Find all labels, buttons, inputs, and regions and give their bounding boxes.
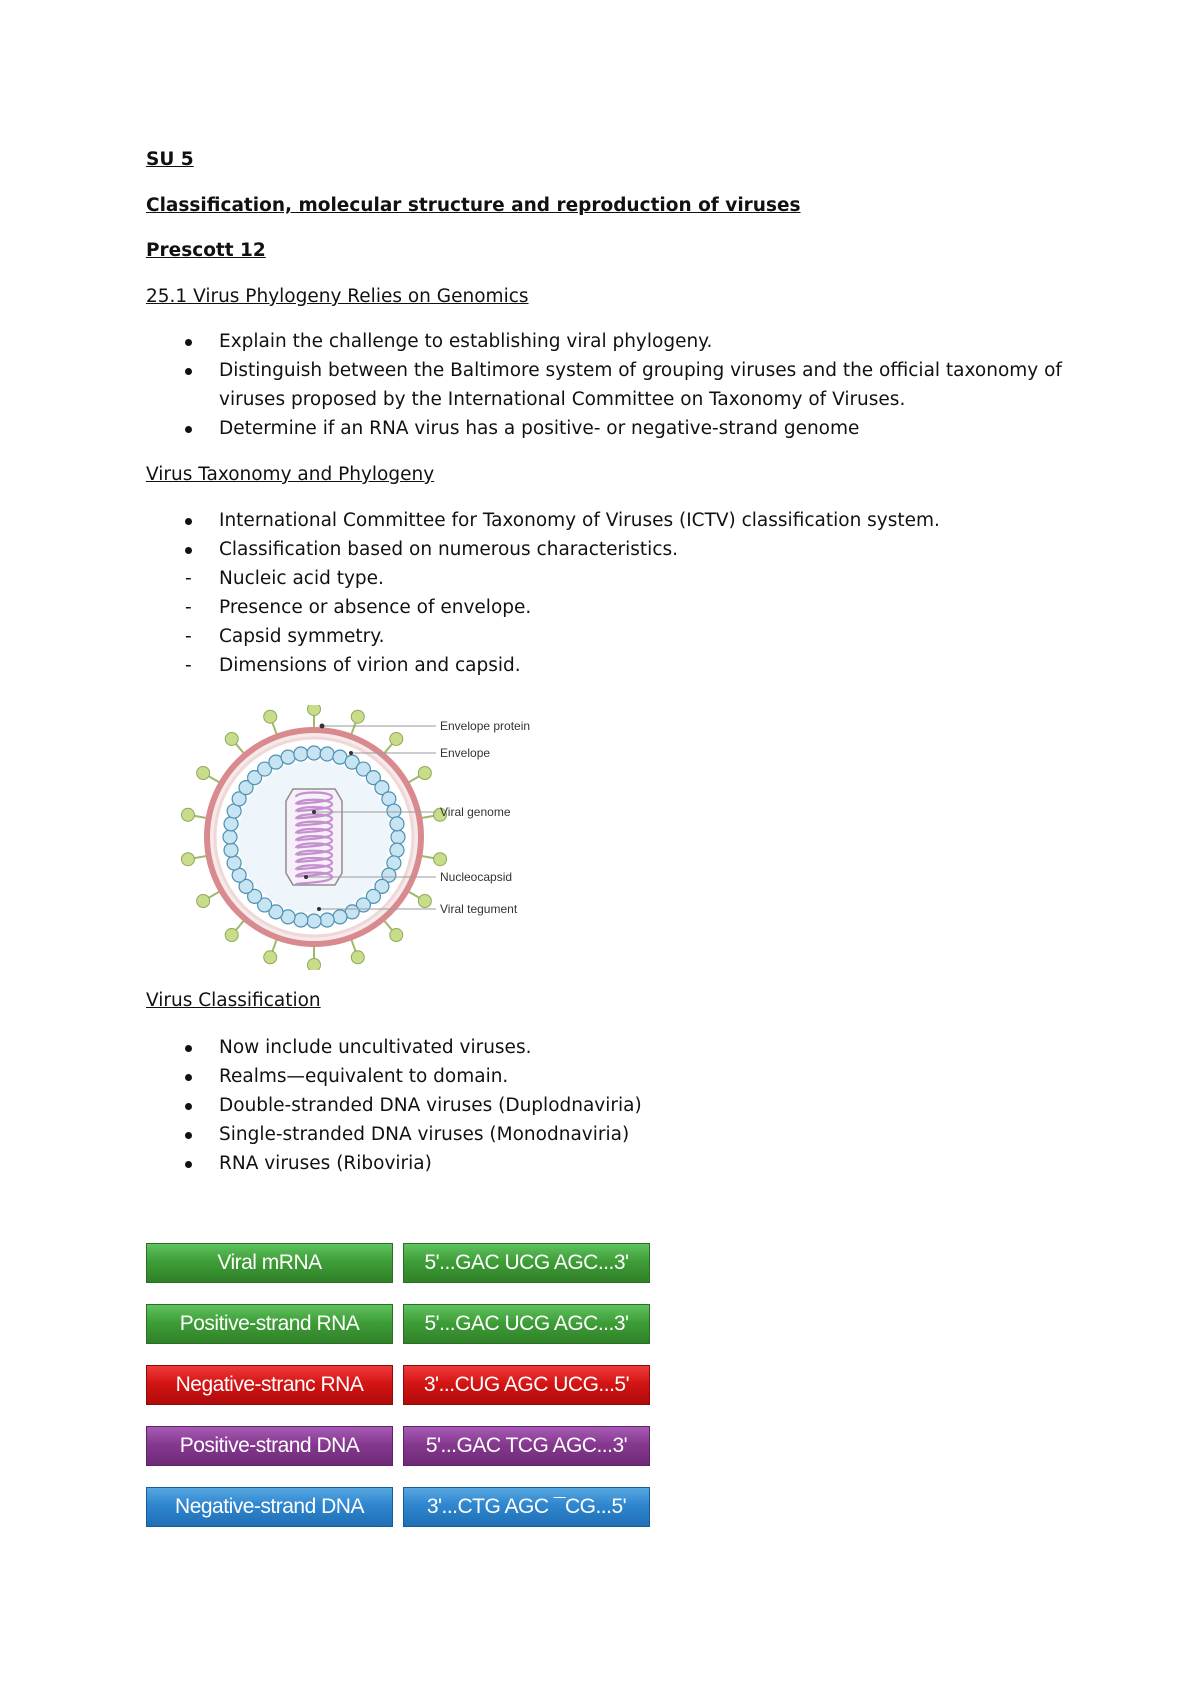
- su-label: SU 5: [146, 149, 194, 170]
- list-item: Double-stranded DNA viruses (Duplodnaviria): [219, 1095, 642, 1116]
- envelope-protein-knob: [225, 929, 238, 942]
- bullet-icon: [185, 339, 192, 346]
- virus-diagram-svg: [146, 705, 586, 970]
- list-item: Single-stranded DNA viruses (Monodnaviria): [219, 1124, 630, 1145]
- capsomere: [294, 747, 308, 761]
- list-item: RNA viruses (Riboviria): [219, 1153, 432, 1174]
- capsomere: [390, 843, 404, 857]
- page-title: Classification, molecular structure and reproduction of viruses: [146, 195, 801, 216]
- capsomere: [224, 843, 238, 857]
- capsomere: [390, 817, 404, 831]
- envelope-protein-knob: [351, 951, 364, 964]
- bullet-icon: [185, 1074, 192, 1081]
- list-item: International Committee for Taxonomy of Viruses (ICTV) classification system.: [219, 510, 940, 531]
- envelope-protein-knob: [197, 767, 210, 780]
- strand-label-box: Positive-strand RNA: [146, 1304, 393, 1344]
- label-nucleocapsid: Nucleocapsid: [440, 870, 513, 884]
- capsomere: [227, 856, 241, 870]
- strand-label-box: Positive-strand DNA: [146, 1426, 393, 1466]
- list-item: Determine if an RNA virus has a positive- or negative-strand genome: [219, 418, 860, 439]
- bullet-icon: [185, 426, 192, 433]
- list-item: Explain the challenge to establishing viral phylogeny.: [219, 331, 713, 352]
- strand-label-box: Negative-stranc RNA: [146, 1365, 393, 1405]
- strand-sequence-box: 5'...GAC TCG AGC...3': [403, 1426, 650, 1466]
- strand-sequence-box: 3'...CTG AGC ¯CG...5': [403, 1487, 650, 1527]
- leader-dot: [320, 724, 325, 729]
- leader-dot: [312, 810, 316, 814]
- list-item-continuation: viruses proposed by the International Committee on Taxonomy of Viruses.: [219, 389, 906, 410]
- bullet-icon: [185, 368, 192, 375]
- envelope-protein-knob: [181, 808, 194, 821]
- capsomere: [294, 913, 308, 927]
- bullet-icon: [185, 1103, 192, 1110]
- capsomere: [320, 747, 334, 761]
- strand-label-box: Negative-strand DNA: [146, 1487, 393, 1527]
- leader-dot: [304, 875, 308, 879]
- capsomere: [320, 913, 334, 927]
- capsomere: [391, 830, 405, 844]
- envelope-protein-knob: [197, 895, 210, 908]
- envelope-protein-knob: [390, 929, 403, 942]
- envelope-protein-knob: [308, 959, 321, 971]
- capsomere: [307, 914, 321, 928]
- virus-structure-diagram: [146, 705, 586, 970]
- bullet-icon: [185, 1161, 192, 1168]
- strand-label-box: Viral mRNA: [146, 1243, 393, 1283]
- label-viral-genome: Viral genome: [440, 805, 511, 819]
- list-item: Capsid symmetry.: [219, 626, 385, 647]
- taxonomy-heading: Virus Taxonomy and Phylogeny: [146, 464, 435, 485]
- dash-icon: -: [185, 626, 192, 647]
- dash-icon: -: [185, 568, 192, 589]
- list-item: Realms—equivalent to domain.: [219, 1066, 509, 1087]
- bullet-icon: [185, 547, 192, 554]
- label-envelope-protein: Envelope protein: [440, 719, 531, 733]
- leader-dot: [317, 907, 321, 911]
- bullet-icon: [185, 1132, 192, 1139]
- envelope-protein-knob: [264, 710, 277, 723]
- capsomere: [224, 817, 238, 831]
- strand-sequence-box: 5'...GAC UCG AGC...3': [403, 1243, 650, 1283]
- capsomere: [307, 746, 321, 760]
- label-viral-tegument: Viral tegument: [440, 902, 518, 916]
- envelope-protein-knob: [181, 853, 194, 866]
- capsomere: [333, 910, 347, 924]
- leader-dot: [349, 751, 353, 755]
- envelope-protein-knob: [308, 705, 321, 716]
- reference-label: Prescott 12: [146, 240, 266, 261]
- dash-icon: -: [185, 655, 192, 676]
- list-item: Dimensions of virion and capsid.: [219, 655, 521, 676]
- dash-icon: -: [185, 597, 192, 618]
- envelope-protein-knob: [418, 767, 431, 780]
- list-item: Presence or absence of envelope.: [219, 597, 532, 618]
- list-item: Distinguish between the Baltimore system of grouping viruses and the official taxonomy of: [219, 360, 1062, 381]
- section-heading: 25.1 Virus Phylogeny Relies on Genomics: [146, 286, 529, 307]
- classification-heading: Virus Classification: [146, 990, 321, 1011]
- strand-sequence-box: 3'...CUG AGC UCG...5': [403, 1365, 650, 1405]
- envelope-protein-knob: [264, 951, 277, 964]
- envelope-protein-knob: [434, 853, 447, 866]
- envelope-protein-knob: [418, 895, 431, 908]
- bullet-icon: [185, 518, 192, 525]
- envelope-protein-knob: [390, 732, 403, 745]
- capsomere: [223, 830, 237, 844]
- bullet-icon: [185, 1045, 192, 1052]
- strand-sequence-box: 5'...GAC UCG AGC...3': [403, 1304, 650, 1344]
- list-item: Classification based on numerous characteristics.: [219, 539, 679, 560]
- envelope-protein-knob: [351, 710, 364, 723]
- label-envelope: Envelope: [440, 746, 491, 760]
- capsomere: [281, 750, 295, 764]
- capsomere: [387, 804, 401, 818]
- list-item: Now include uncultivated viruses.: [219, 1037, 532, 1058]
- envelope-protein-knob: [225, 732, 238, 745]
- list-item: Nucleic acid type.: [219, 568, 384, 589]
